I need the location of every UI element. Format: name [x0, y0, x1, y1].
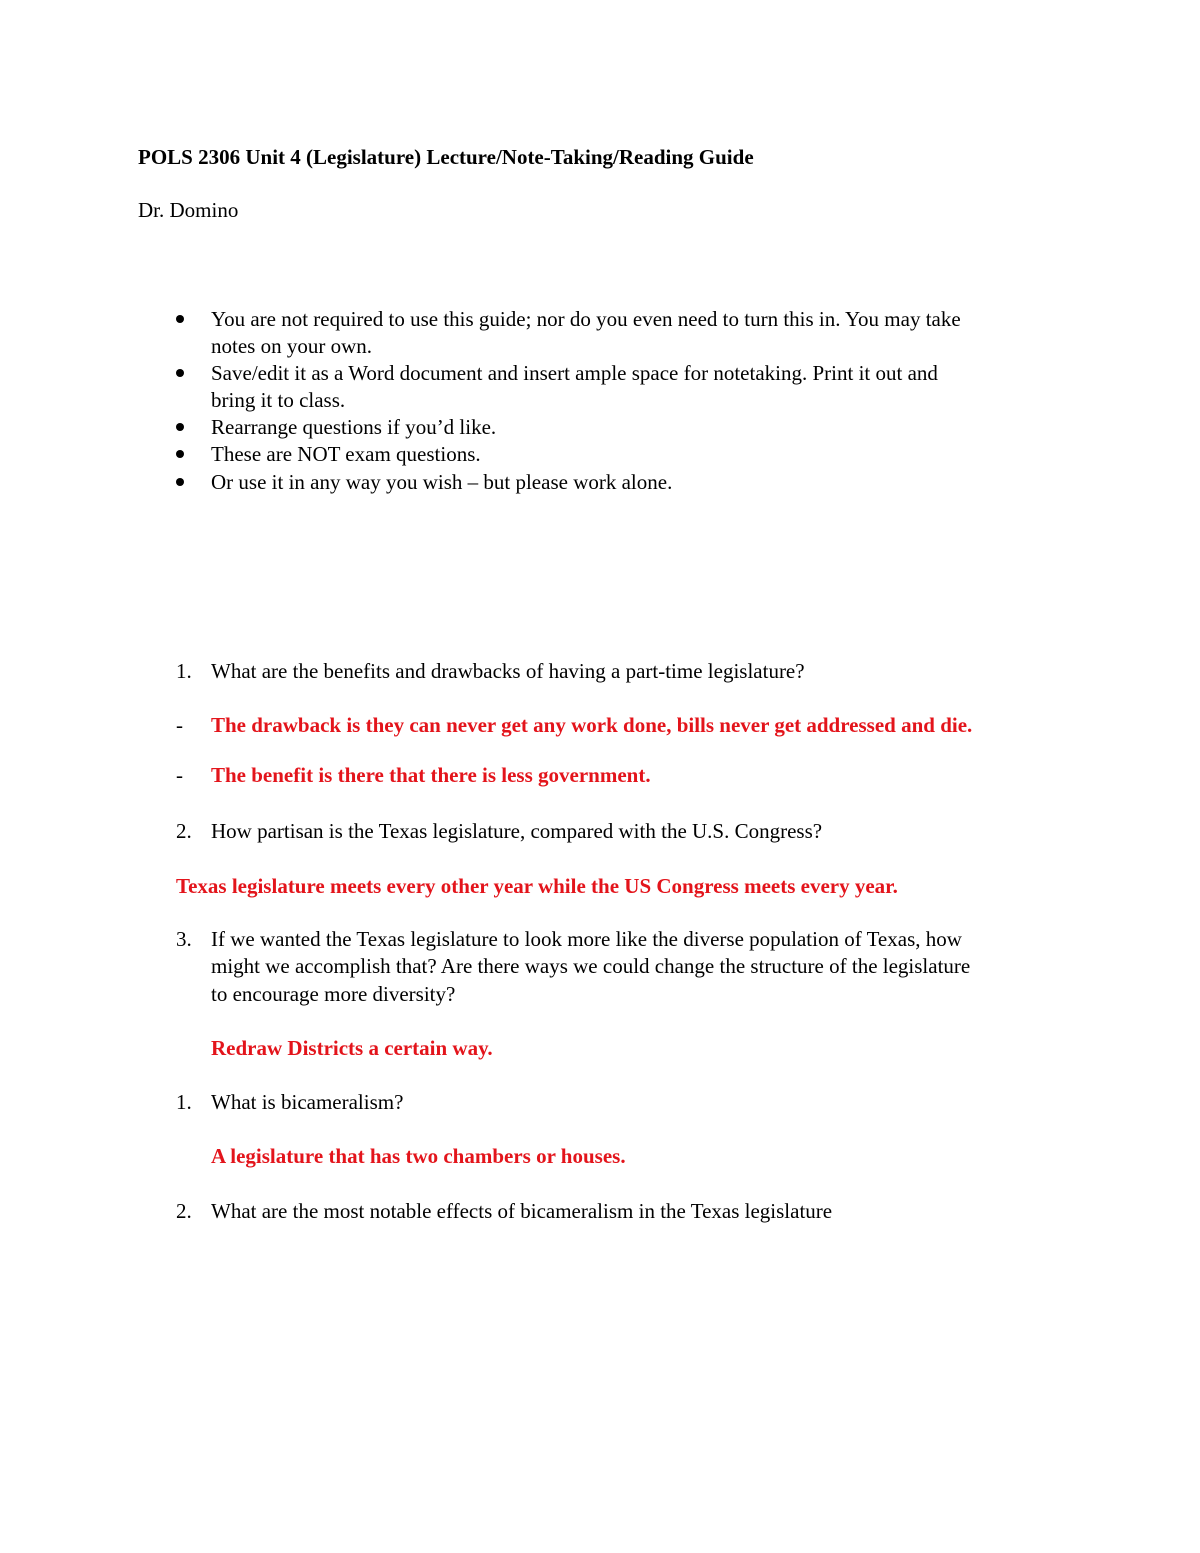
question-number: 2. — [176, 819, 192, 843]
question-number: 1. — [176, 1090, 192, 1114]
bullet-icon — [176, 450, 184, 458]
bullet-icon — [176, 369, 184, 377]
dash-marker: - — [176, 763, 183, 787]
question-text-continuation: to encourage more diversity? — [211, 982, 456, 1006]
list-item: These are NOT exam questions. — [211, 442, 481, 466]
dash-marker: - — [176, 713, 183, 737]
bullet-icon — [176, 315, 184, 323]
answer-text: The benefit is there that there is less government. — [211, 763, 651, 787]
question-text: What are the most notable effects of bicameralism in the Texas legislature — [211, 1199, 833, 1223]
list-item-continuation: notes on your own. — [211, 334, 372, 358]
question-number: 3. — [176, 927, 192, 951]
answer-text: The drawback is they can never get any work done, bills never get addressed and die. — [211, 713, 973, 737]
document-title: POLS 2306 Unit 4 (Legislature) Lecture/Note-Taking/Reading Guide — [138, 145, 754, 169]
answer-text: A legislature that has two chambers or houses. — [211, 1144, 626, 1168]
question-number: 2. — [176, 1199, 192, 1223]
question-number: 1. — [176, 659, 192, 683]
answer-text: Texas legislature meets every other year while the US Congress meets every year. — [176, 874, 898, 898]
question-text: How partisan is the Texas legislature, compared with the U.S. Congress? — [211, 819, 823, 843]
list-item: Or use it in any way you wish – but please work alone. — [211, 470, 673, 494]
list-item: Save/edit it as a Word document and insert ample space for notetaking. Print it out and — [211, 361, 938, 385]
bullet-icon — [176, 423, 184, 431]
list-item: Rearrange questions if you’d like. — [211, 415, 497, 439]
question-text: What are the benefits and drawbacks of having a part-time legislature? — [211, 659, 805, 683]
list-item-continuation: bring it to class. — [211, 388, 346, 412]
question-text: If we wanted the Texas legislature to look more like the diverse population of Texas, how — [211, 927, 962, 951]
answer-text: Redraw Districts a certain way. — [211, 1036, 493, 1060]
list-item: You are not required to use this guide; nor do you even need to turn this in. You may take — [211, 307, 961, 331]
author-name: Dr. Domino — [138, 198, 239, 222]
bullet-icon — [176, 478, 184, 486]
question-text: What is bicameralism? — [211, 1090, 404, 1114]
question-text-continuation: might we accomplish that? Are there ways we could change the structure of the legislature — [211, 954, 971, 978]
